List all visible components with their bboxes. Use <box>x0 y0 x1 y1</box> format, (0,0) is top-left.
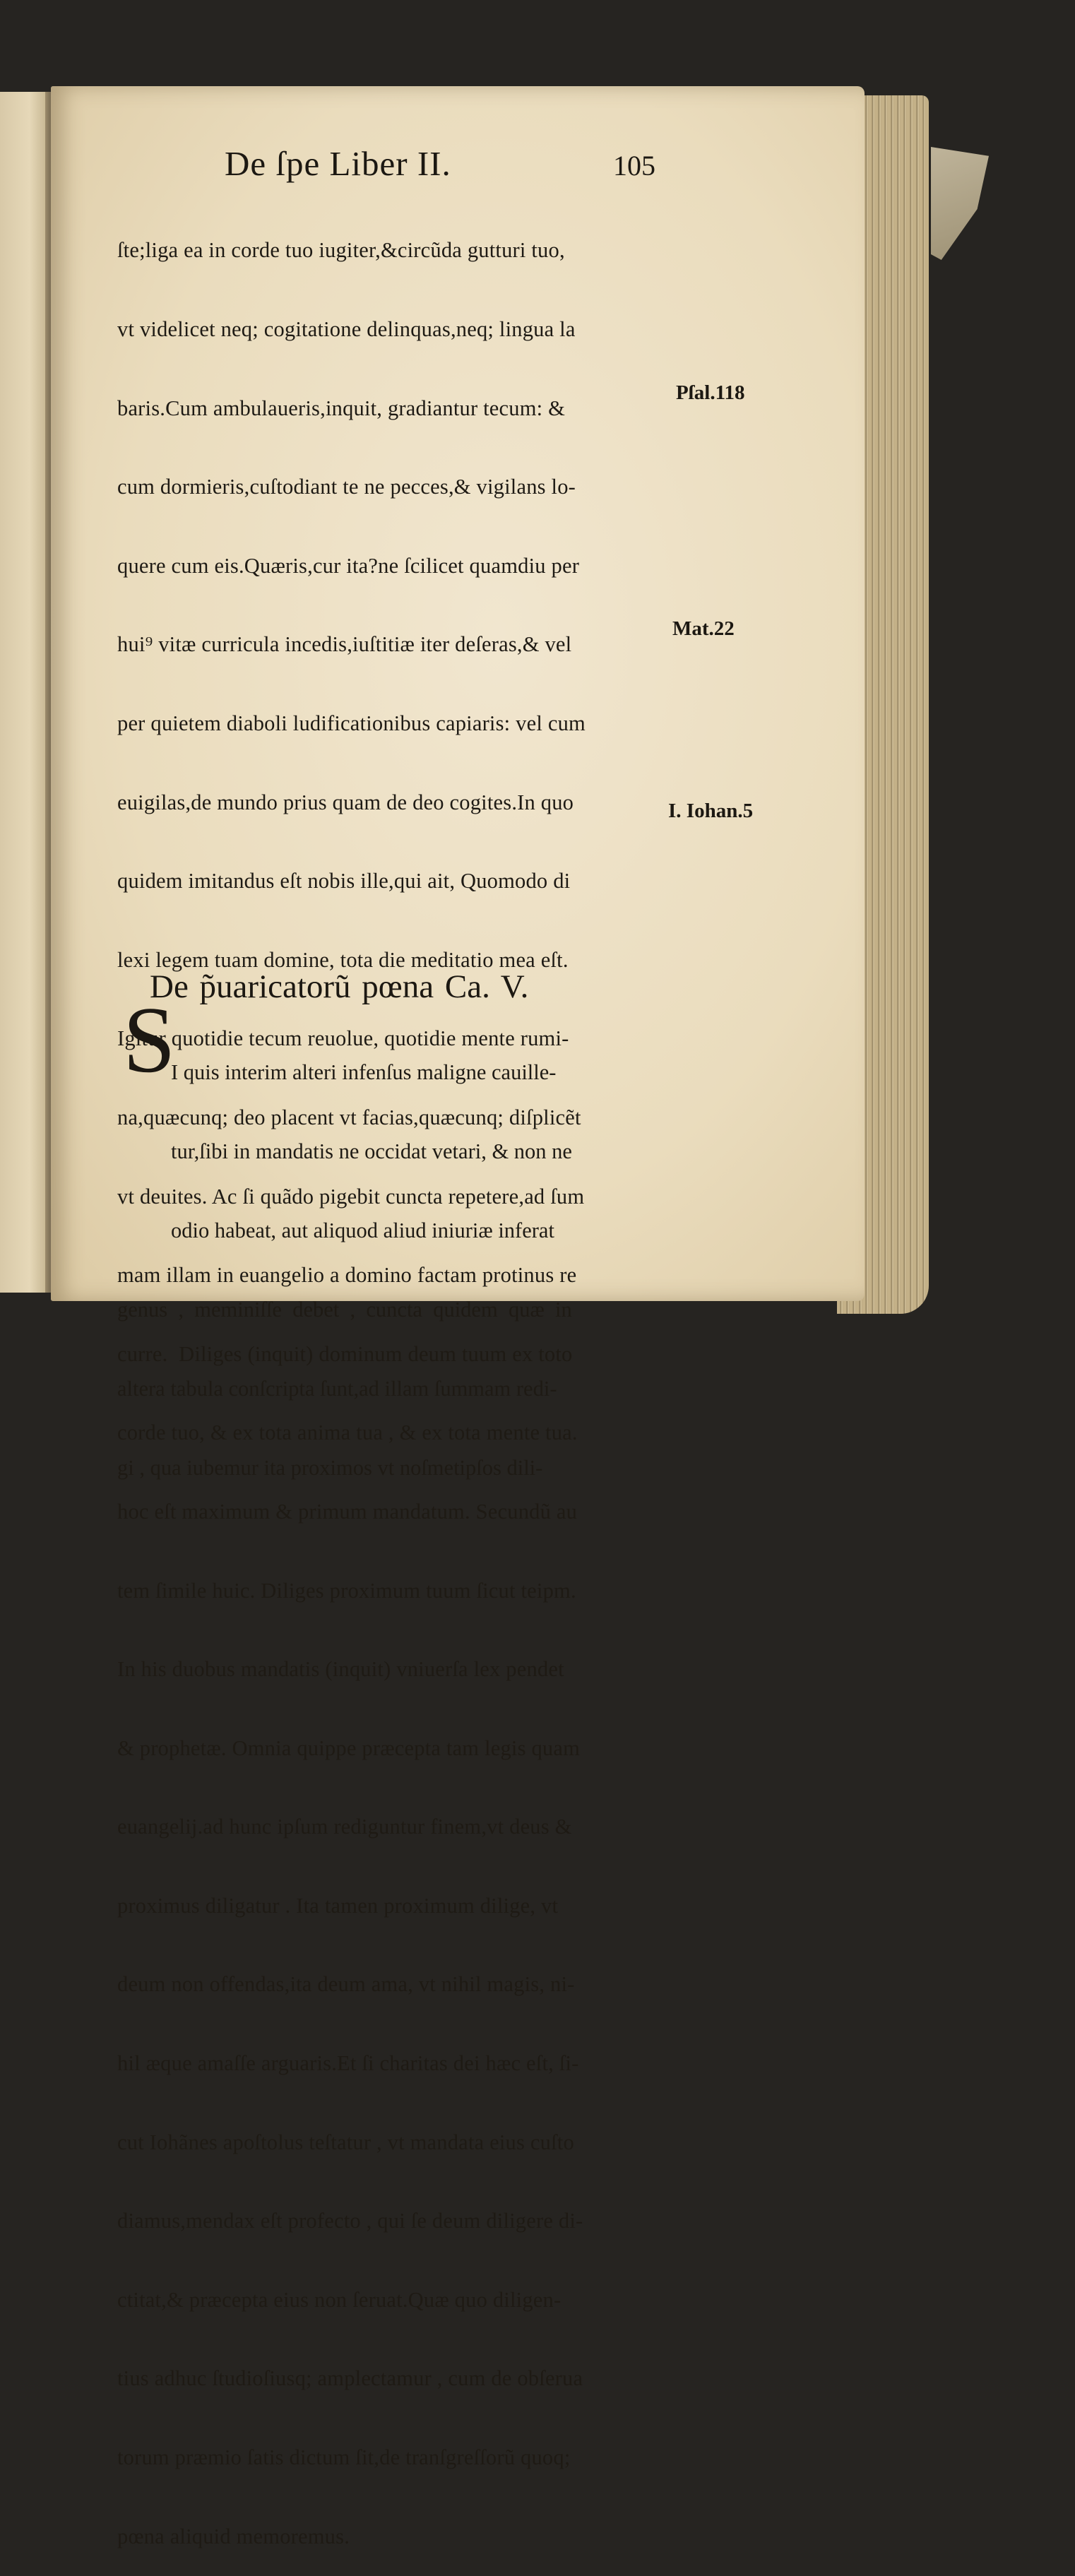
text-line: odio habeat, aut aliquod aliud iniuriæ inferat <box>171 1218 554 1242</box>
text-line: hoc eſt maximum & primum mandatum. Secundũ au <box>117 1499 578 1524</box>
text-line: quidem imitandus eſt nobis ille,qui ait, Quomodo di <box>117 869 571 894</box>
text-line: euigilas,de mundo prius quam de deo cogites.In quo <box>117 790 574 814</box>
text-line: gi , qua iubemur ita proximos vt noſmetipſos dili- <box>117 1455 543 1480</box>
margin-note-iohan: I. Iohan.5 <box>668 800 754 822</box>
margin-note-psal: Pſal.118 <box>676 381 745 404</box>
text-line: ctitat,& præcepta eius non ſeruat.Quæ quo diligen- <box>117 2287 562 2312</box>
text-line: In his duobus mandatis (inquit) vniuerſa lex pendet <box>117 1657 564 1682</box>
text-line: curre. Diliges (inquit) dominum deum tuum ex toto <box>117 1341 573 1366</box>
margin-note-mat: Mat.22 <box>672 617 735 640</box>
text-line: & prophetæ. Omnia quippe præcepta tam legis quam <box>117 1735 581 1760</box>
text-line: hui⁹ vitæ curricula incedis,iuſtitiæ iter deſeras,& vel <box>117 632 572 657</box>
text-line: hil æque amaſſe arguaris.Et ſi charitas dei hæc eſt, ſi- <box>117 2051 579 2076</box>
text-line: mam illam in euangelio a domino factam protinus re <box>117 1263 577 1288</box>
text-line: vt deuites. Ac ſi quãdo pigebit cuncta repetere,ad ſum <box>117 1184 585 1209</box>
text-line: euangelij.ad hunc ipſum rediguntur finem,vt deus & <box>117 1815 572 1839</box>
text-line: altera tabula conſcripta ſunt,ad illam ſummam redi- <box>117 1376 557 1401</box>
chapter-heading: De p̃uaricatorũ pœna Ca. V. <box>150 968 529 1005</box>
text-line: na,quæcunq; deo placent vt facias,quæcunq; diſplicẽt <box>117 1105 581 1129</box>
text-line: cut Iohãnes apoſtolus teſtatur , vt mandata eius cuſto <box>117 2130 574 2154</box>
text-line: baris.Cum ambulaueris,inquit, gradiantur tecum: & <box>117 396 566 420</box>
text-line: proximus diligatur . Ita tamen proximum dilige, vt <box>117 1893 559 1918</box>
text-line: quere cum eis.Quæris,cur ita?ne ſcilicet quamdiu per <box>117 553 580 578</box>
text-line: tius adhuc ſtudioſiusq; amplectamur , cum de obſerua <box>117 2366 583 2391</box>
text-line: deum non offendas,ita deum ama, vt nihil magis, ni- <box>117 1972 575 1997</box>
text-line: tur,ſibi in mandatis ne occidat vetari, & non ne <box>171 1139 572 1163</box>
page-number: 105 <box>613 150 655 182</box>
running-head-title: De ſpe Liber II. <box>225 144 451 183</box>
text-line: diamus,mendax eſt profecto , qui ſe deum diligere di- <box>117 2209 583 2233</box>
drop-cap: S <box>123 987 176 1092</box>
text-line: ſte;liga ea in corde tuo iugiter,&circũda gutturi tuo, <box>117 238 565 263</box>
text-line: corde tuo, & ex tota anima tua , & ex tota mente tua. <box>117 1420 578 1445</box>
text-line: torum præmio ſatis dictum ſit,de tranſgreſſorũ quoq; <box>117 2445 571 2470</box>
chapter-text <box>117 1007 668 1507</box>
bookmark-tab <box>931 147 989 260</box>
text-line: per quietem diaboli ludificationibus capiaris: vel cum <box>117 711 586 735</box>
text-line: cum dormieris,cuſtodiant te ne pecces,& vigilans lo- <box>117 475 576 499</box>
text-line: genus , meminiſſe debet , cuncta quidem quæ in <box>117 1297 572 1322</box>
text-line: vt videlicet neq; cogitatione delinquas,neq; lingua la <box>117 317 576 341</box>
text-line: lexi legem tuam domine, tota die meditatio mea eſt. <box>117 947 569 972</box>
text-line: I quis interim alteri infenſus maligne cauille- <box>171 1060 557 1084</box>
text-line: pœna aliquid memoremus. <box>117 2524 350 2548</box>
text-line: tem ſimile huic. Diliges proximum tuum ſicut teipm. <box>117 1578 576 1603</box>
text-line: Igitur quotidie tecum reuolue, quotidie mente rumi- <box>117 1026 569 1051</box>
